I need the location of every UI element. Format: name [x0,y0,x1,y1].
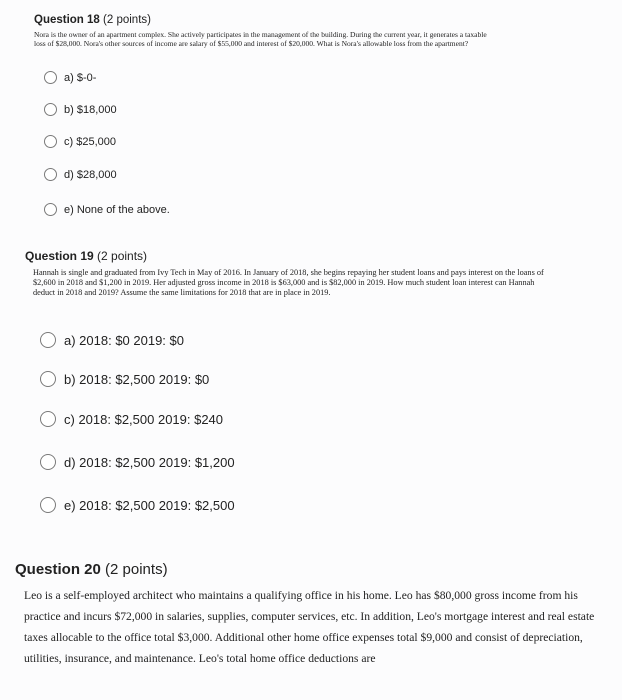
q18-option-e[interactable] [44,203,170,216]
q19-option-a[interactable] [40,332,184,348]
question-19-text: Hannah is single and graduated from Ivy Tech in May of 2016. In January of 2018, she begins repaying her student loans and pays interest on the loans of $2,600 in 2018 and $1,200 in 2019. Her adjusted gross income in 2018 is $63,000 and is $82,000 in 2019. How much student loan interest can Hannah deduct in 2018 and 2019? Assume the same limitations for 2018 that are in place in 2019. [33,268,544,297]
q18-option-a[interactable] [44,71,96,84]
q19-option-c[interactable] [40,411,223,427]
radio-button[interactable] [40,497,56,513]
option-label: d) $28,000 [64,168,117,181]
radio-button[interactable] [44,71,57,84]
radio-button[interactable] [40,371,56,387]
q18-option-b[interactable] [44,103,117,116]
option-label: c) $25,000 [64,135,116,148]
radio-button[interactable] [44,103,57,116]
question-20-text: Leo is a self-employed architect who maintains a qualifying office in his home. Leo has $80,000 gross income from his practice and incurs $72,000 in salaries, supplies, computer services, etc. In addition, Leo's mortgage interest and real estate taxes allocable to the office total $3,000. Additional other home office expenses total $9,000 and consist of depreciation, utilities, insurance, and maintenance. Leo's total home office deductions are [24,589,595,665]
radio-button[interactable] [40,454,56,470]
radio-button[interactable] [44,168,57,181]
option-label: c) 2018: $2,500 2019: $240 [64,411,224,427]
q19-option-b[interactable] [40,371,209,387]
q19-option-d[interactable] [40,454,235,470]
option-label: b) 2018: $2,500 2019: $0 [64,371,210,387]
option-label: e) None of the above. [64,203,170,216]
option-label: d) 2018: $2,500 2019: $1,200 [64,454,235,470]
option-label: b) $18,000 [64,103,117,116]
question-20-title: Question 20 (2 points) [15,561,168,578]
q18-option-d[interactable] [44,168,117,181]
radio-button[interactable] [40,411,56,427]
option-label: a) 2018: $0 2019: $0 [64,332,184,348]
question-18-text: Nora is the owner of an apartment complex. She actively participates in the management of the building. During the current year, it generates a taxable loss of $28,000. Nora's other sources of income are salary of $55,000 and interest of $20,000. What is Nora's allowable loss from the apartment? [34,30,487,48]
radio-button[interactable] [40,332,56,348]
q19-option-e[interactable] [40,497,235,513]
question-19-title: Question 19 (2 points) [25,249,148,263]
question-18-title: Question 18 (2 points) [34,14,151,26]
option-label: e) 2018: $2,500 2019: $2,500 [64,497,235,513]
radio-button[interactable] [44,203,57,216]
radio-button[interactable] [44,135,57,148]
q18-option-c[interactable] [44,135,116,148]
option-label: a) $-0- [64,71,97,84]
